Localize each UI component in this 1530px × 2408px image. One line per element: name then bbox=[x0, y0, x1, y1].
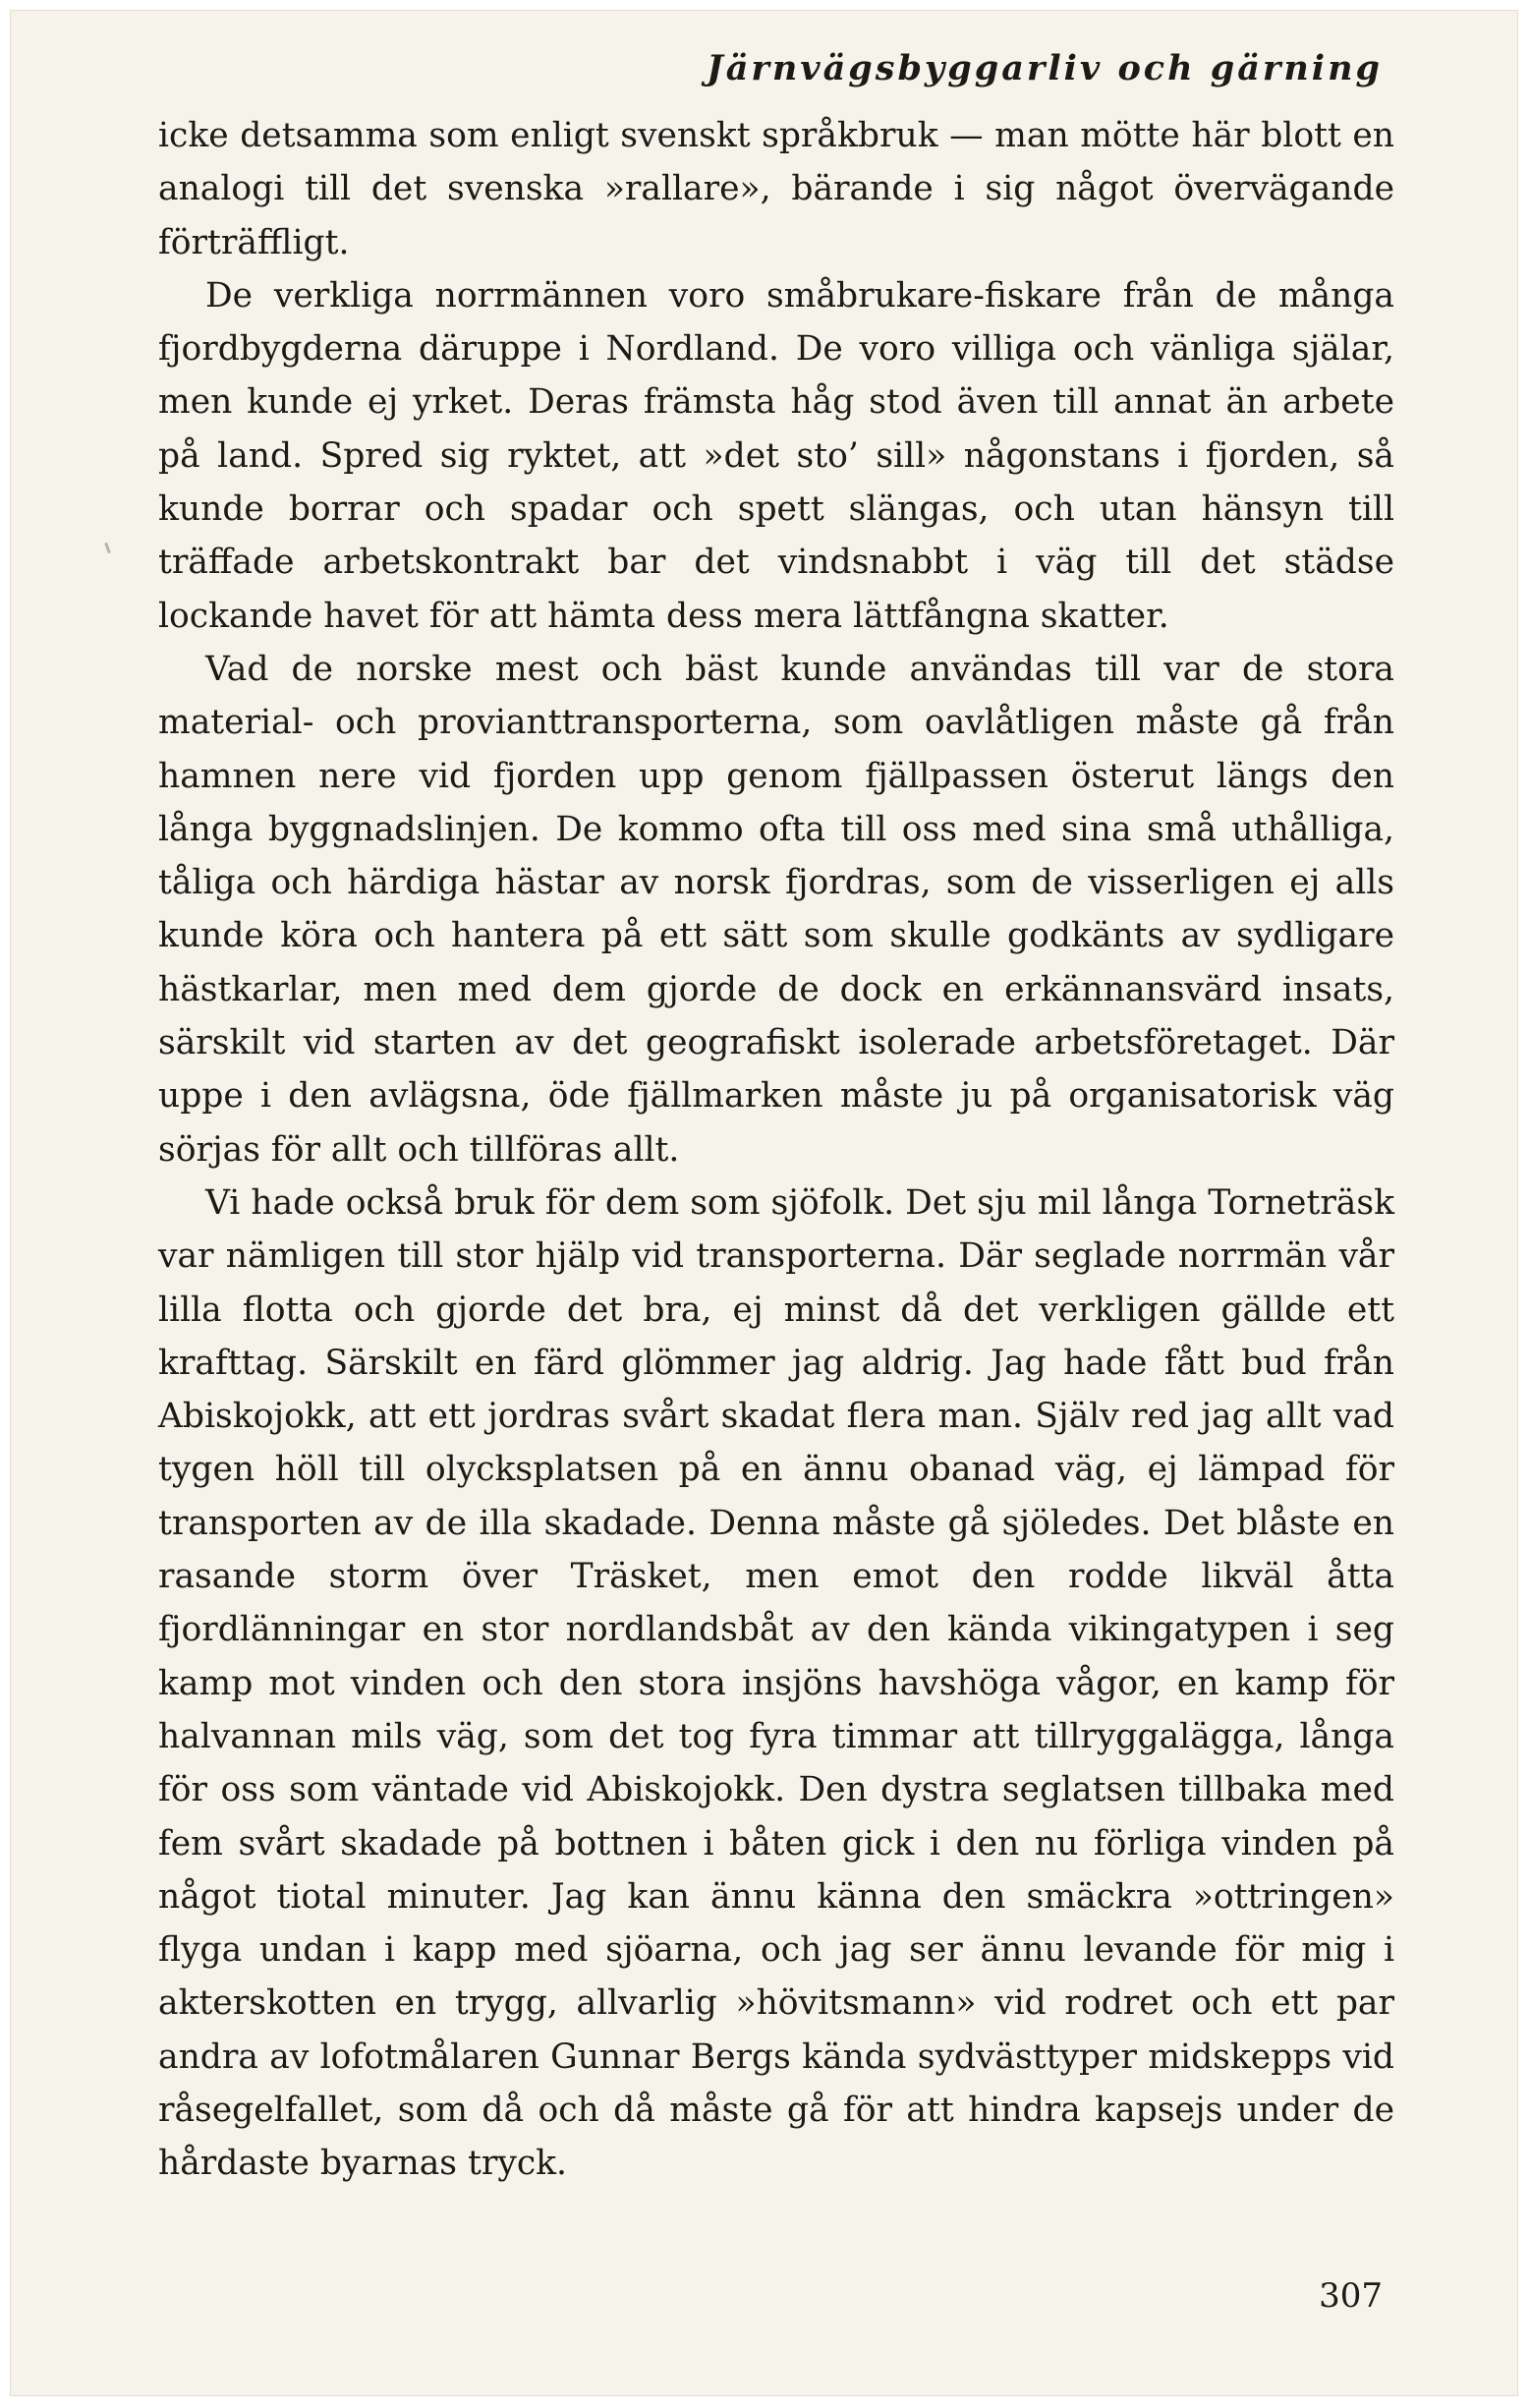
margin-mark bbox=[104, 543, 111, 553]
running-head: Järnvägsbyggarliv och gärning bbox=[707, 48, 1383, 88]
paragraph: De verkliga norrmännen voro småbrukare-fiskare från de många fjordbygderna däruppe i Nordland. De voro villiga och vänliga själar, men kunde ej yrket. Deras främsta håg stod även till annat än arbete på land. Spred sig ryktet, att »det sto’ sill» någonstans i fjorden, så kunde borrar och spadar och spett slängas, och utan hänsyn till träffade arbetskontrakt bar det vindsnabbt i väg till det städse lockande havet för att hämta dess mera lättfångna skatter. bbox=[158, 275, 1394, 636]
paragraph: Vi hade också bruk för dem som sjöfolk. Det sju mil långa Torneträsk var nämligen till stor hjälp vid transporterna. Där seglade norrmän vår lilla flotta och gjorde det bra, ej minst då det verkligen gällde ett krafttag. Särskilt en färd glömmer jag aldrig. Jag hade fått bud från Abiskojokk, att ett jordras svårt skadat flera man. Själv red jag allt vad tygen höll till olycksplatsen på en ännu obanad väg, ej lämpad för transporten av de illa skadade. Denna måste gå sjöledes. Det blåste en rasande storm över Träsket, men emot den rodde likväl åtta fjordlänningar en stor nordlandsbåt av den kända vikingatypen i seg kamp mot vinden och den stora insjöns havshöga vågor, en kamp för halvannan mils väg, som det tog fyra timmar att tillryggalägga, långa för oss som väntade vid Abiskojokk. Den dystra seglatsen tillbaka med fem svårt skadade på bottnen i båten gick i den nu förliga vinden på något tiotal minuter. Jag kan ännu känna den smäckra »ottringen» flyga undan i kapp med sjöarna, och jag ser ännu levande för mig i akterskotten en trygg, allvarlig »hövitsmann» vid rodret och ett par andra av lofotmålaren Gunnar Bergs kända sydvästtyper midskepps vid råsegelfallet, som då och då måste gå för att hindra kapsejs under de hårdaste byarnas tryck. bbox=[158, 1182, 1394, 2184]
paragraph: icke detsamma som enligt svenskt språkbruk — man mötte här blott en analogi till det svenska »rallare», bärande i sig något övervägande förträffligt. bbox=[158, 116, 1394, 262]
body-text bbox=[158, 109, 1394, 2191]
page-number: 307 bbox=[1319, 2276, 1383, 2316]
book-page bbox=[10, 10, 1518, 2396]
paragraph: Vad de norske mest och bäst kunde användas till var de stora material- och provianttransporterna, som oavlåtligen måste gå från hamnen nere vid fjorden upp genom fjällpassen österut längs den långa byggnadslinjen. De kommo ofta till oss med sina små uthålliga, tåliga och härdiga hästar av norsk fjordras, som de visserligen ej alls kunde köra och hantera på ett sätt som skulle godkänts av sydligare hästkarlar, men med dem gjorde de dock en erkännansvärd insats, särskilt vid starten av det geografiskt isolerade arbetsföretaget. Där uppe i den avlägsna, öde fjällmarken måste ju på organisatorisk väg sörjas för allt och tillföras allt. bbox=[158, 649, 1394, 1170]
